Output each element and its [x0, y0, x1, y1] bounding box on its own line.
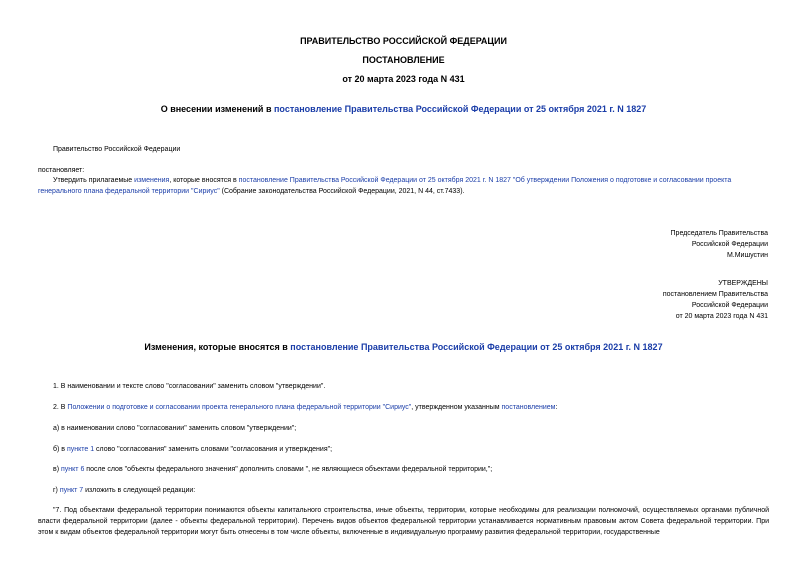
preamble-government: Правительство Российской Федерации: [53, 146, 181, 153]
changes-link[interactable]: изменения: [134, 177, 170, 184]
item-g: [53, 487, 195, 494]
approved-country: Российской Федерации: [691, 302, 768, 309]
text-fragment: б) в: [53, 446, 67, 453]
regulation-link[interactable]: Положении о подготовке и согласовании проекта генерального плана федеральной территории "Сириус": [67, 404, 412, 411]
item-v: [53, 466, 492, 473]
quoted-point-7: "7. Под объектами федеральной территории понимаются объекты капитального строительства, иные объекты, территории, которые необходимы для реализации полномочий, осуществляемых органами публичной власти федеральной территории (далее - объекты федеральной территории). Перечень видов объектов федеральной территории устанавливается нормативным правовым актом Совета федеральной территории. При этом к видам объектов федеральной территории могут быть отнесены в том числе объекты, включенные в индивидуальную программу развития федеральной территории, государственные: [38, 507, 769, 536]
approved-date: от 20 марта 2023 года N 431: [675, 313, 768, 320]
changes-title-link[interactable]: постановление Правительства Российской Федерации от 25 октября 2021 г. N 1827: [290, 342, 663, 352]
document-date: от 20 марта 2023 года N 431: [342, 74, 465, 84]
document-type: ПОСТАНОВЛЕНИЕ: [362, 55, 445, 65]
changes-title: [0, 342, 807, 352]
text-fragment: г): [53, 487, 60, 494]
item-a: а) в наименовании слово "согласовании" заменить словом "утверждении";: [53, 425, 297, 432]
text-fragment: :: [555, 404, 558, 411]
text-fragment: , которые вносятся в: [169, 177, 239, 184]
resolution-link[interactable]: постановление Правительства Российской Федерации от 25 октября 2021 г. N 1827: [238, 177, 511, 184]
signature-country: Российской Федерации: [691, 241, 768, 248]
point-1-link[interactable]: пункте 1: [66, 446, 95, 453]
preamble-decides: постановляет:: [38, 167, 85, 174]
text-fragment: (Собрание законодательства Российской Федерации, 2021, N 44, ст.7433).: [219, 188, 465, 195]
point-6-link[interactable]: пункт 6: [61, 466, 85, 473]
item-1: 1. В наименовании и тексте слово "согласовании" заменить словом "утверждении".: [53, 383, 326, 390]
item-2: [53, 404, 557, 411]
title-link[interactable]: постановление Правительства Российской Федерации от 25 октября 2021 г. N 1827: [274, 104, 647, 114]
approved-by: постановлением Правительства: [662, 291, 768, 298]
signature-title: Председатель Правительства: [670, 230, 768, 237]
text-fragment: Утвердить прилагаемые: [53, 177, 135, 184]
title-prefix: О внесении изменений в: [160, 104, 274, 114]
item-b: [53, 446, 332, 453]
changes-title-prefix: Изменения, которые вносятся в: [144, 342, 291, 352]
preamble-paragraph-line1: [53, 177, 731, 184]
text-fragment: , утвержденном указанным: [411, 404, 502, 411]
signature-name: М.Мишустин: [726, 252, 768, 259]
text-fragment: в): [53, 466, 61, 473]
resolution-title-link[interactable]: "Об утверждении Положения о подготовке и согласовании проекта: [510, 177, 732, 184]
document-title: [0, 104, 807, 114]
text-fragment: 2. В: [53, 404, 68, 411]
approved-heading: УТВЕРЖДЕНЫ: [718, 280, 768, 287]
resolution-ref-link[interactable]: постановлением: [501, 404, 556, 411]
preamble-paragraph-line2: [38, 188, 464, 195]
resolution-title-link-cont[interactable]: генерального плана федеральной территории "Сириус": [38, 188, 220, 195]
text-fragment: изложить в следующей редакции:: [83, 487, 196, 494]
government-heading: ПРАВИТЕЛЬСТВО РОССИЙСКОЙ ФЕДЕРАЦИИ: [300, 36, 507, 46]
text-fragment: слово "согласования" заменить словами "согласования и утверждения";: [94, 446, 333, 453]
text-fragment: после слов "объекты федерального значения" дополнить словами ", не являющиеся объектами федеральной территории,";: [84, 466, 493, 473]
point-7-link[interactable]: пункт 7: [59, 487, 84, 494]
